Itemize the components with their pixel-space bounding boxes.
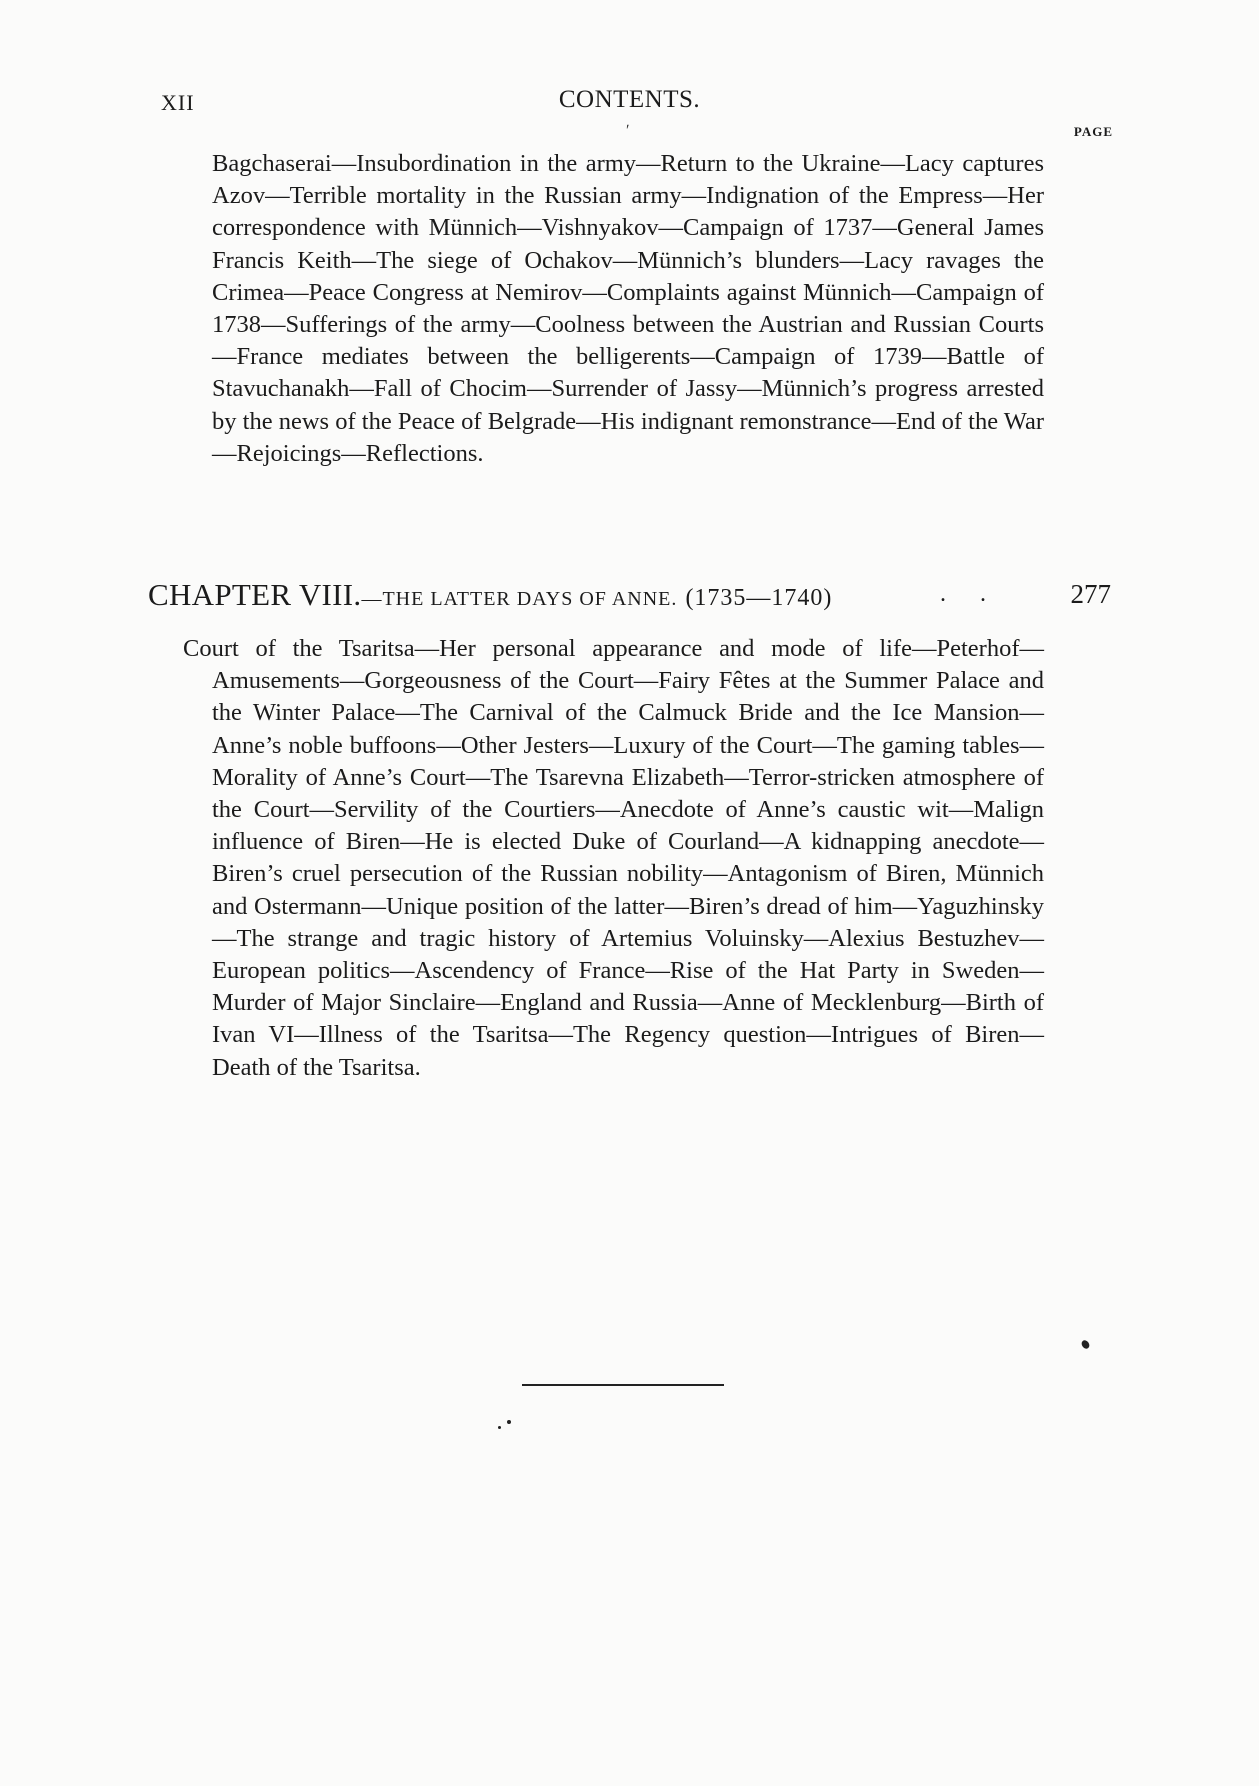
page-title: CONTENTS.	[558, 86, 701, 113]
page-folio: XII	[161, 90, 195, 115]
page-column-label: PAGE	[1073, 124, 1113, 139]
chapter-number: CHAPTER VIII.	[148, 577, 362, 612]
chapter-heading	[148, 577, 832, 613]
chapter-page-number: 277	[1070, 579, 1111, 609]
closing-rule	[522, 1384, 724, 1386]
chapter-viii-synopsis: Court of the Tsaritsa—Her personal appearance and mode of life—Peterhof—Amusements—Gorgeousness of the Court—Fairy Fêtes at the Summer Palace and the Winter Palace—The Carnival of the Calmuck Bride and the Ice Mansion—Anne’s noble buffoons—Other Jesters—Luxury of the Court—The gaming tables—Morality of Anne’s Court—The Tsarevna Elizabeth—Terror-stricken atmosphere of the Court—Servility of the Courtiers—Anecdote of Anne’s caustic wit—Malign influence of Biren—He is elected Duke of Courland—A kidnapping anecdote—Biren’s cruel persecution of the Russian nobility—Antagonism of Biren, Münnich and Ostermann—Unique position of the latter—Biren’s dread of him—Yaguzhinsky—The strange and tragic history of Artemius Voluinsky—Alexius Bestuzhev—European politics—Ascendency of France—Rise of the Hat Party in Sweden—Murder of Major Sinclaire—England and Russia—Anne of Mecklenburg—Birth of Ivan VI—Illness of the Tsaritsa—The Regency question—Intrigues of Biren—Death of the Tsaritsa.	[183, 635, 1044, 1081]
ink-speck	[498, 1426, 501, 1429]
chapter-entry	[148, 577, 1111, 617]
chapter-dates: (1735—1740)	[685, 585, 833, 611]
chapter-dash: —	[361, 588, 383, 610]
chapter-title: THE LATTER DAYS OF ANNE.	[382, 588, 678, 610]
tick-mark: ʹ	[626, 122, 630, 139]
leader-dots: . .	[940, 581, 1000, 607]
chapter-vii-synopsis: Bagchaserai—Insubordination in the army—Return to the Ukraine—Lacy captures Azov—Terrible mortality in the Russian army—Indignation of the Empress—Her correspondence with Münnich—Vishnyakov—Campaign of 1737—General James Francis Keith—The siege of Ochakov—Münnich’s blunders—Lacy ravages the Crimea—Peace Congress at Nemirov—Complaints against Münnich—Campaign of 1738—Sufferings of the army—Coolness between the Austrian and Russian Courts—France mediates between the belligerents—Campaign of 1739—Battle of Stavuchanakh—Fall of Chocim—Surrender of Jassy—Münnich’s progress arrested by the news of the Peace of Belgrade—His indignant remonstrance—End of the War—Rejoicings—Reflections.	[212, 150, 1044, 467]
ink-speck	[507, 1420, 511, 1424]
ink-speck	[1080, 1339, 1091, 1350]
